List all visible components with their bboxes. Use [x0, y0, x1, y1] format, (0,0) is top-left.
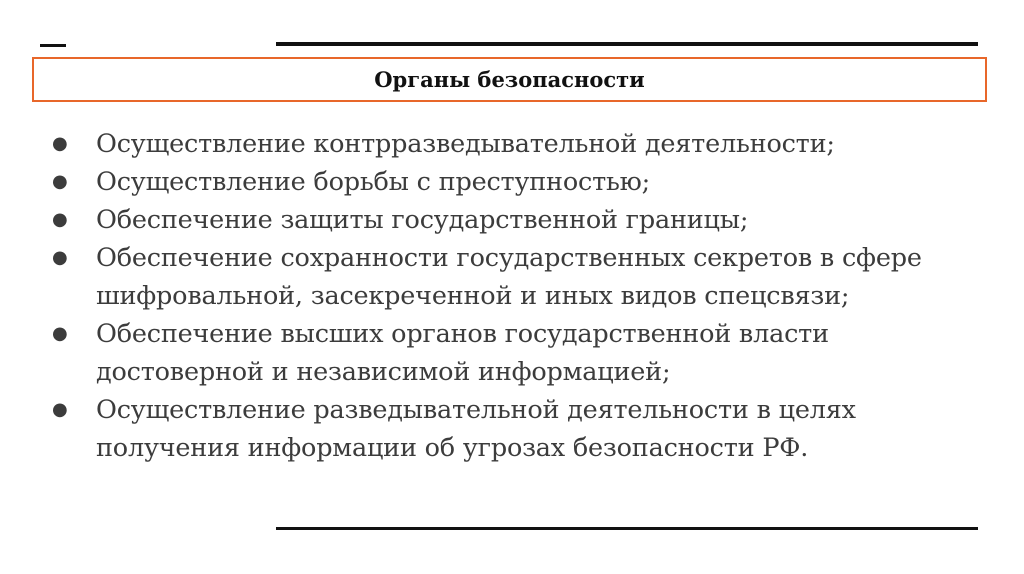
slide-title: Органы безопасности: [374, 67, 645, 92]
bullet-icon: ●: [52, 323, 68, 344]
bullet-text: [96, 315, 982, 391]
bullet-item: [52, 391, 982, 467]
bullet-item: [52, 201, 982, 239]
bullet-icon: ●: [52, 171, 68, 192]
top-divider-line: [276, 42, 978, 46]
bullet-item: [52, 125, 982, 163]
bullet-item: [52, 163, 982, 201]
bullet-line: шифровальной, засекреченной и иных видов спецсвязи;: [96, 281, 850, 311]
bullet-line: получения информации об угрозах безопасности РФ.: [96, 433, 809, 463]
bullet-line: достоверной и независимой информацией;: [96, 357, 671, 387]
bullet-text: [96, 239, 982, 315]
bullet-item: [52, 315, 982, 391]
bullet-text: [96, 125, 982, 163]
bullet-list: [52, 125, 982, 467]
title-box: [32, 57, 987, 102]
bullet-line: Осуществление разведывательной деятельности в целях: [96, 395, 856, 425]
bullet-icon: ●: [52, 209, 68, 230]
bullet-item: [52, 239, 982, 315]
bullet-icon: ●: [52, 399, 68, 420]
bullet-line: Обеспечение высших органов государственной власти: [96, 319, 829, 349]
decorative-short-rule: [40, 44, 66, 47]
bullet-line: Обеспечение сохранности государственных секретов в сфере: [96, 243, 922, 273]
bullet-text: [96, 163, 982, 201]
bottom-divider-line: [276, 527, 978, 530]
bullet-icon: ●: [52, 247, 68, 268]
bullet-line: Обеспечение защиты государственной границы;: [96, 205, 749, 235]
bullet-line: Осуществление контрразведывательной деятельности;: [96, 129, 835, 159]
bullet-text: [96, 391, 982, 467]
bullet-icon: ●: [52, 133, 68, 154]
bullet-text: [96, 201, 982, 239]
bullet-line: Осуществление борьбы с преступностью;: [96, 167, 651, 197]
